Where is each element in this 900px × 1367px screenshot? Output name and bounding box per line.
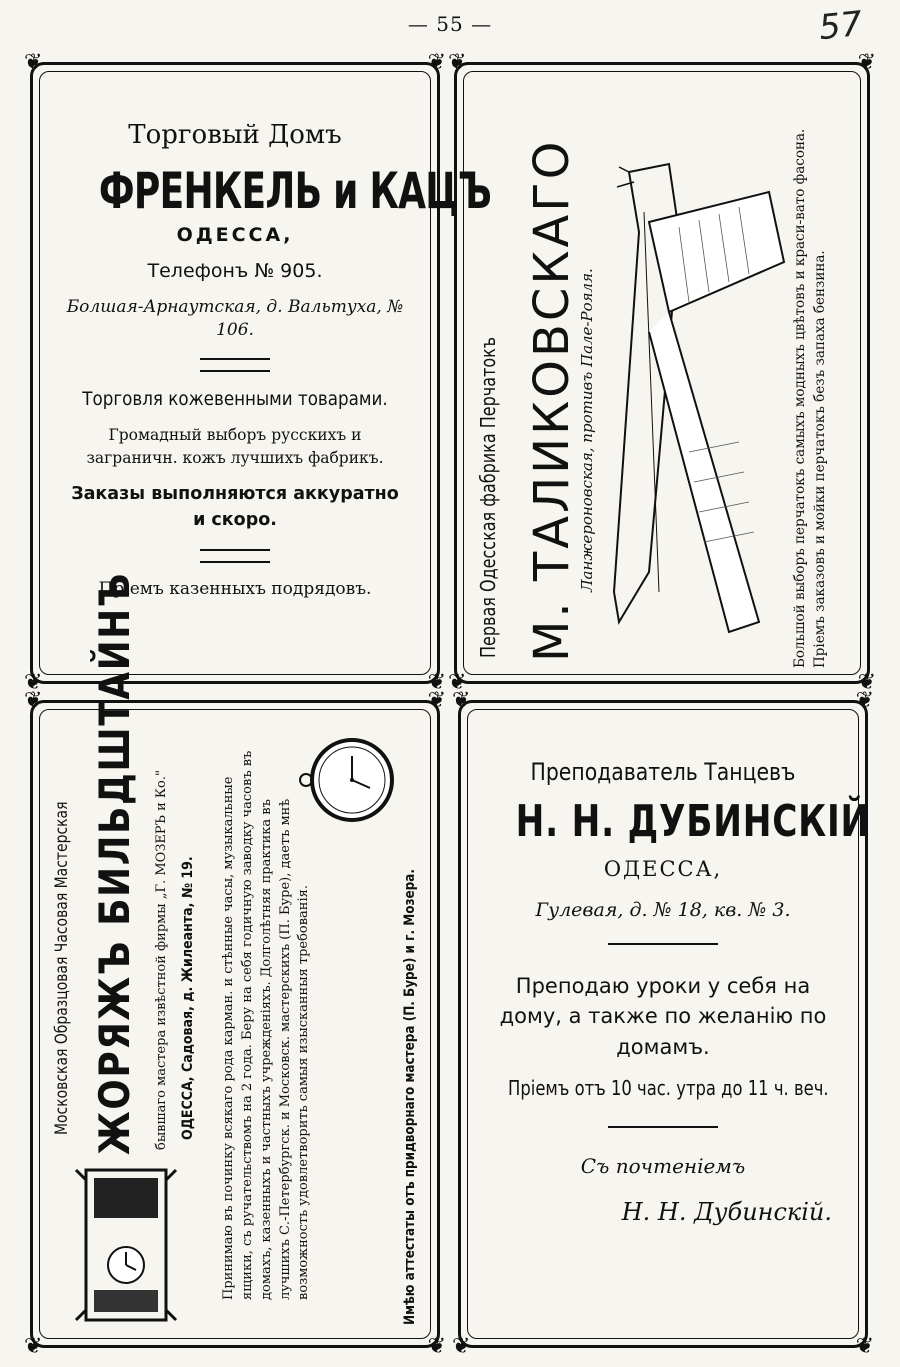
corner-ornament-icon: ❦ (427, 688, 446, 713)
handwritten-page-number: 57 (816, 3, 864, 49)
ad-signature: Н. Н. Дубинскій. (621, 1198, 832, 1227)
ad-address: Болшая-Арнаутская, д. Вальтуха, № 106. (66, 297, 404, 340)
divider (608, 943, 718, 953)
divider (608, 1126, 718, 1136)
ad-city: ОДЕССА, (603, 857, 723, 881)
wall-clock-icon (66, 1160, 186, 1330)
ad-address: ОДЕССА, Садовая, д. Жилеанта, № 19. (180, 856, 196, 1140)
ad-phone: Телефонъ № 905. (147, 260, 323, 282)
ad-description: Преподаю уроки у себя на дому, а также по желанію по домамъ. (499, 974, 827, 1059)
divider (200, 358, 270, 372)
corner-ornament-icon: ❦ (855, 688, 874, 713)
corner-ornament-icon: ❦ (24, 1334, 43, 1359)
ad-contracts: Пріемъ казенныхъ подрядовъ. (98, 579, 372, 600)
page-number: — 55 — (407, 12, 493, 36)
ad-hours: Пріемъ отъ 10 час. утра до 11 ч. веч. (508, 1076, 829, 1101)
glove-illustration-icon (609, 152, 799, 652)
ad-description: Принимаю въ починку всякаго рода карман. и стѣнные часы, музыкальные ящики, съ ручательствомъ на 2 года. Беру на себя годичную заводку часовъ въ домахъ, казенныхъ и частныхъ учрежденіяхъ. Долголѣтняя практика въ лучшихъ С.-Петербургск. и Московск. мастерскихъ (П. Буре), даетъ мнѣ возможность удовлетворить самыя изысканныя требованія. (221, 750, 312, 1300)
ad-subtitle: Московская Образцовая Часовая Мастерская (52, 801, 72, 1135)
ad-orders (46, 482, 424, 533)
ad-regards: Съ почтеніемъ (580, 1154, 746, 1179)
corner-ornament-icon: ❦ (24, 670, 43, 695)
ad-trade: Торговля кожевенными товарами. (82, 387, 388, 410)
ad-title: ЖОРЯЖЪ БИЛЬДШТАЙНЪ (90, 571, 139, 1155)
ad-title: ФРЕНКЕЛЬ и КАЦЪ (98, 162, 492, 220)
corner-ornament-icon: ❦ (24, 50, 43, 75)
ad-address: Гулевая, д. № 18, кв. № 3. (535, 899, 791, 921)
ad-subtitle: Преподаватель Танцевъ (530, 758, 796, 786)
ad-subtitle: Торговый Домъ (128, 120, 342, 150)
ad-title: М. ТАЛИКОВСКАГО (524, 138, 580, 662)
corner-ornament-icon: ❦ (427, 50, 446, 75)
ad-orders-line2: и скоро. (193, 509, 277, 530)
corner-ornament-icon: ❦ (427, 1334, 446, 1359)
corner-ornament-icon: ❦ (857, 50, 876, 75)
ad-title: Н. Н. ДУБИНСКІЙ (515, 796, 871, 847)
ad-city: ОДЕССА, (176, 224, 294, 246)
ad-description: Большой выборъ перчатокъ самыхъ модныхъ цвѣтовъ и краси-вато фасона. Пріемъ заказовъ и мойки перчатокъ безъ запаха бензина. (792, 128, 829, 668)
corner-ornament-icon: ❦ (452, 1334, 471, 1359)
advertisement-dubinsky-dance (452, 688, 874, 1359)
ad-orders-line1: Заказы выполняются аккуратно (71, 484, 399, 505)
ad-description: Громадный выборъ русскихъ и заграничн. кожъ лучшихъ фабрикъ. (86, 425, 384, 468)
corner-ornament-icon: ❦ (24, 688, 43, 713)
divider (200, 549, 270, 563)
corner-ornament-icon: ❦ (855, 1334, 874, 1359)
corner-ornament-icon: ❦ (448, 50, 467, 75)
corner-ornament-icon: ❦ (427, 670, 446, 695)
advertisement-talikovsky-gloves (448, 50, 876, 695)
corner-ornament-icon: ❦ (448, 670, 467, 695)
ad-certificates: Имѣю аттестаты отъ придворнаго мастера (П. Буре) и г. Мозера. (402, 869, 418, 1325)
ad-address: Ланжероновская, противъ Пале-Рояля. (578, 268, 596, 592)
ad-former-master: бывшаго мастера извѣстной фирмы „Г. МОЗЕРЪ и Ко." (154, 770, 169, 1150)
corner-ornament-icon: ❦ (452, 688, 471, 713)
ad-subtitle: Первая Одесская фабрика Перчатокъ (476, 336, 500, 658)
corner-ornament-icon: ❦ (857, 670, 876, 695)
